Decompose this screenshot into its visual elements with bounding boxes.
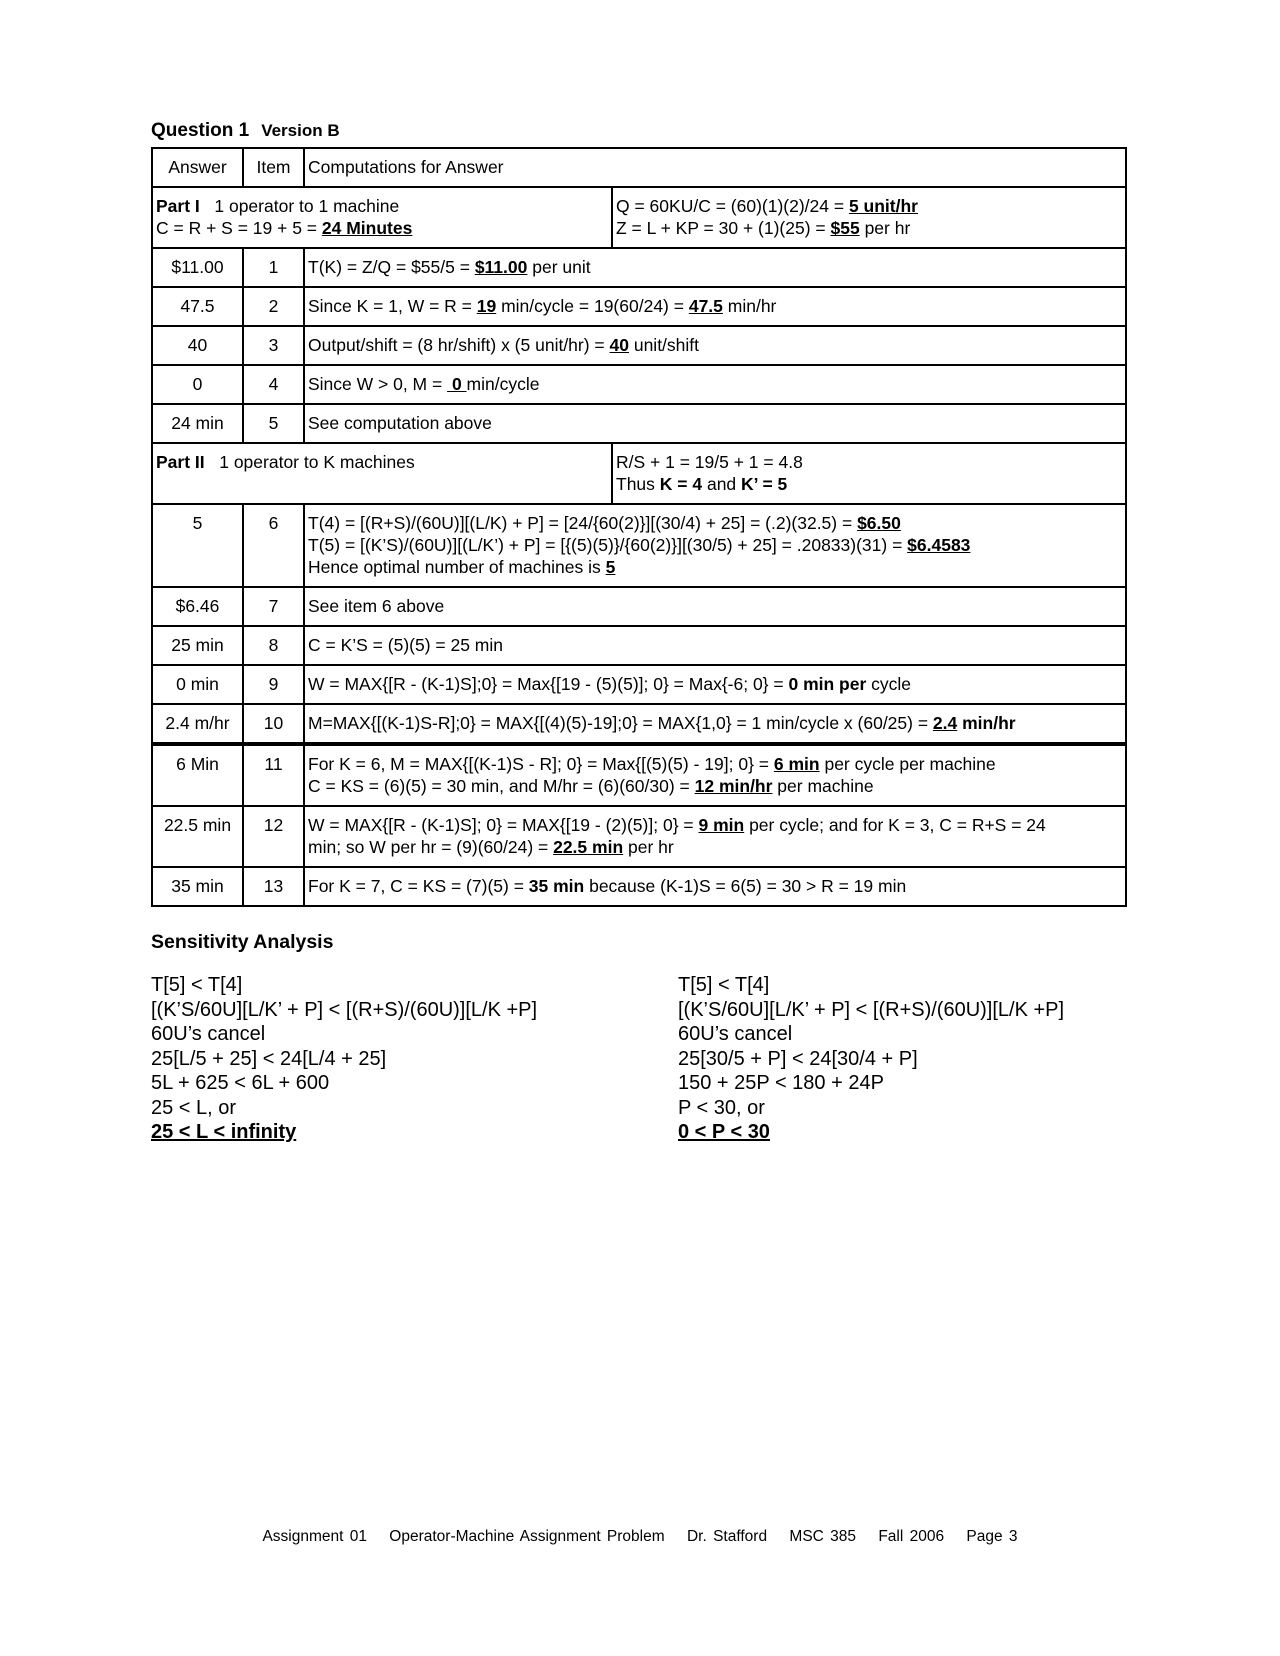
- item-cell: 9: [243, 665, 304, 704]
- header-answer: Answer: [152, 148, 243, 187]
- footer-course: MSC 385: [789, 1528, 857, 1545]
- table-header-row: [152, 148, 1126, 187]
- computation-cell: W = MAX{[R - (K-1)S];0} = Max{[19 - (5)(5)]; 0} = Max{-6; 0} = 0 min per cycle: [304, 665, 1126, 704]
- sensitivity-left: [151, 973, 678, 1145]
- part1-z-value: $55: [830, 218, 860, 238]
- sensitivity-line: 25[30/5 + P] < 24[30/4 + P]: [678, 1047, 918, 1070]
- part1-desc: 1 operator to 1 machine: [214, 196, 400, 216]
- part2-left: [152, 443, 612, 504]
- sensitivity-line: T[5] < T[4]: [151, 974, 243, 996]
- sensitivity-line: T[5] < T[4]: [678, 974, 770, 996]
- table-row: [152, 867, 1126, 906]
- sensitivity-line: 5L + 625 < 6L + 600: [151, 1072, 330, 1094]
- computation-cell: See item 6 above: [304, 587, 1126, 626]
- table-row: [152, 587, 1126, 626]
- answer-cell: 0: [152, 365, 243, 404]
- sensitivity-title: Sensitivity Analysis: [151, 931, 334, 953]
- answer-cell: 40: [152, 326, 243, 365]
- computation-cell: Since W > 0, M = 0 min/cycle: [304, 365, 1126, 404]
- item-cell: 13: [243, 867, 304, 906]
- item-cell: 11: [243, 744, 304, 806]
- version-label: Version B: [261, 121, 340, 140]
- answer-cell: 2.4 m/hr: [152, 704, 243, 744]
- sensitivity-line: P < 30, or: [678, 1096, 765, 1119]
- table-row: [152, 626, 1126, 665]
- answer-cell: 22.5 min: [152, 806, 243, 867]
- answer-cell: $11.00: [152, 248, 243, 287]
- part1-q-text: Q = 60KU/C = (60)(1)(2)/24 =: [616, 196, 849, 216]
- computation-cell: T(4) = [(R+S)/(60U)][(L/K) + P] = [24/{60(2)}][(30/4) + 25] = (.2)(32.5) = $6.50 T(5) = [(K’S)/(60U)][(L/K’) + P] = [{(5)(5)}/{60(2)}][(30/5) + 25] = .20833)(31) = $6.4583 Hence optimal number of machines is 5: [304, 504, 1126, 587]
- question-title: [151, 118, 1127, 144]
- part2-desc: 1 operator to K machines: [219, 452, 415, 472]
- item-cell: 1: [243, 248, 304, 287]
- table-row: [152, 404, 1126, 443]
- footer-term: Fall 2006: [878, 1528, 945, 1545]
- sensitivity-right: [678, 973, 1127, 1145]
- answer-cell: 24 min: [152, 404, 243, 443]
- footer-topic: Operator-Machine Assignment Problem: [389, 1528, 665, 1545]
- answer-cell: $6.46: [152, 587, 243, 626]
- table-row: [152, 744, 1126, 806]
- part1-q-value: 5 unit/hr: [848, 196, 918, 216]
- part1-z-post: per hr: [859, 218, 911, 238]
- table-row: [152, 504, 1126, 587]
- table-row: [152, 665, 1126, 704]
- sensitivity-line: 150 + 25P < 180 + 24P: [678, 1072, 884, 1094]
- sensitivity-columns: [151, 973, 1127, 1145]
- sensitivity-line: [(K’S/60U][L/K’ + P] < [(R+S)/(60U)][L/K +P]: [151, 998, 538, 1021]
- sensitivity-line: 60U’s cancel: [151, 1023, 266, 1045]
- sensitivity-left-result: 25 < L < infinity: [151, 1121, 297, 1143]
- part2-r-line: R/S + 1 = 19/5 + 1 = 4.8: [616, 452, 803, 472]
- sensitivity-right-result: 0 < P < 30: [678, 1121, 770, 1143]
- part1-c-value: 24 Minutes: [321, 218, 413, 238]
- part1-label: Part I: [156, 196, 200, 216]
- header-computations: Computations for Answer: [304, 148, 1126, 187]
- part2-kprime: K’ = 5: [741, 474, 788, 494]
- item-cell: 2: [243, 287, 304, 326]
- table-row: [152, 248, 1126, 287]
- sensitivity-line: 60U’s cancel: [678, 1023, 793, 1045]
- computation-cell: M=MAX{[(K-1)S-R];0} = MAX{[(4)(5)-19];0} = MAX{1,0} = 1 min/cycle x (60/25) = 2.4 min/hr: [304, 704, 1126, 744]
- part2-label: Part II: [156, 452, 205, 472]
- table-row: [152, 806, 1126, 867]
- computation-cell: For K = 6, M = MAX{[(K-1)S - R]; 0} = Max{[(5)(5) - 19]; 0} = 6 min per cycle per machine C = KS = (6)(5) = 30 min, and M/hr = (6)(60/30) = 12 min/hr per machine: [304, 744, 1126, 806]
- page-footer: [0, 1528, 1280, 1546]
- item-cell: 8: [243, 626, 304, 665]
- item-cell: 4: [243, 365, 304, 404]
- computation-cell: Output/shift = (8 hr/shift) x (5 unit/hr) = 40 unit/shift: [304, 326, 1126, 365]
- part1-c-text: C = R + S = 19 + 5 =: [156, 218, 322, 238]
- page: [151, 118, 1127, 1145]
- header-item: Item: [243, 148, 304, 187]
- answer-cell: 0 min: [152, 665, 243, 704]
- answer-cell: 25 min: [152, 626, 243, 665]
- item-cell: 12: [243, 806, 304, 867]
- sensitivity-line: [(K’S/60U][L/K’ + P] < [(R+S)/(60U)][L/K +P]: [678, 998, 1065, 1021]
- part1-right: [612, 187, 1126, 248]
- table-row: [152, 365, 1126, 404]
- sensitivity-line: 25[L/5 + 25] < 24[L/4 + 25]: [151, 1047, 387, 1070]
- footer-assignment: Assignment 01: [262, 1528, 367, 1545]
- computation-cell: T(K) = Z/Q = $55/5 = $11.00 per unit: [304, 248, 1126, 287]
- part2-right: R/S + 1 = 19/5 + 1 = 4.8 Thus K = 4 and K’ = 5: [612, 443, 1126, 504]
- item-cell: 7: [243, 587, 304, 626]
- answer-cell: 5: [152, 504, 243, 587]
- question-label: Question 1: [151, 120, 250, 141]
- part1-row: [152, 187, 1126, 248]
- item-cell: 3: [243, 326, 304, 365]
- answer-cell: 47.5: [152, 287, 243, 326]
- computation-cell: Since K = 1, W = R = 19 min/cycle = 19(60/24) = 47.5 min/hr: [304, 287, 1126, 326]
- item-cell: 10: [243, 704, 304, 744]
- table-row: [152, 704, 1126, 744]
- answer-table: [151, 147, 1127, 907]
- part2-row: [152, 443, 1126, 504]
- table-row: [152, 326, 1126, 365]
- answer-cell: 6 Min: [152, 744, 243, 806]
- part2-k: K = 4: [659, 474, 703, 494]
- footer-instructor: Dr. Stafford: [686, 1528, 768, 1545]
- item-cell: 5: [243, 404, 304, 443]
- part1-z-text: Z = L + KP = 30 + (1)(25) =: [616, 218, 831, 238]
- computation-cell: For K = 7, C = KS = (7)(5) = 35 min because (K-1)S = 6(5) = 30 > R = 19 min: [304, 867, 1126, 906]
- part1-left: [152, 187, 612, 248]
- computation-cell: See computation above: [304, 404, 1126, 443]
- sensitivity-line: 25 < L, or: [151, 1096, 237, 1119]
- answer-cell: 35 min: [152, 867, 243, 906]
- footer-page: Page 3: [966, 1528, 1018, 1545]
- computation-cell: C = K’S = (5)(5) = 25 min: [304, 626, 1126, 665]
- computation-cell: W = MAX{[R - (K-1)S]; 0} = MAX{[19 - (2)(5)]; 0} = 9 min per cycle; and for K = 3, C = R+S = 24 min; so W per hr = (9)(60/24) = 22.5 min per hr: [304, 806, 1126, 867]
- item-cell: 6: [243, 504, 304, 587]
- table-row: [152, 287, 1126, 326]
